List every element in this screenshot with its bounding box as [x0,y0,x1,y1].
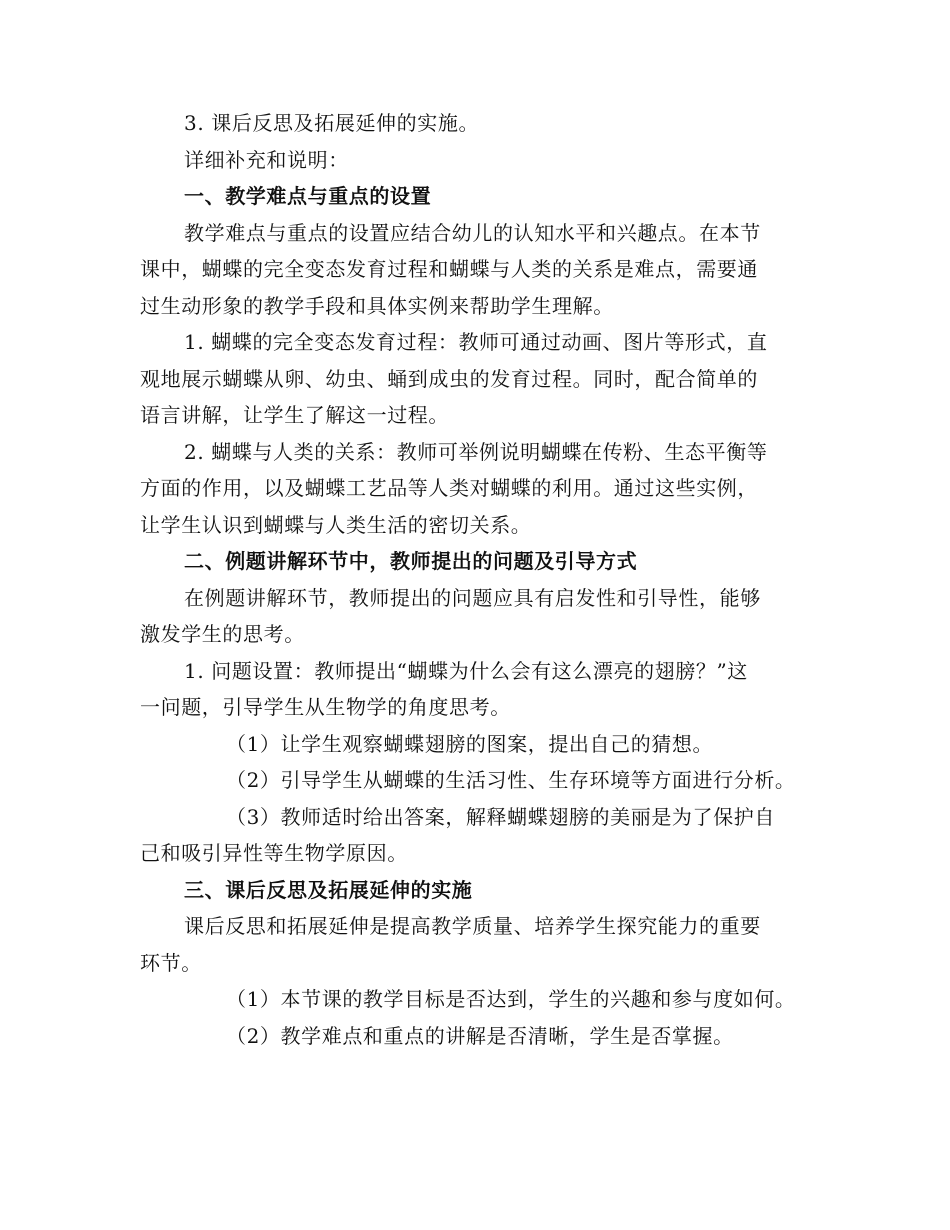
paragraph-line: 1. 蝴蝶的完全变态发育过程：教师可通过动画、图片等形式，直 [184,330,768,354]
paragraph-line: 一问题，引导学生从生物学的角度思考。 [140,695,511,719]
paragraph-line: 课后反思和拓展延伸是提高教学质量、培养学生探究能力的重要 [184,914,761,938]
paragraph-line: 环节。 [140,950,202,975]
paragraph-line: 方面的作用，以及蝴蝶工艺品等人类对蝴蝶的利用。通过这些实例， [140,476,758,500]
section-heading: 三、课后反思及拓展延伸的实施 [184,877,473,902]
paragraph-line: 在例题讲解环节，教师提出的问题应具有启发性和引导性，能够 [184,585,761,610]
paragraph-line: 教学难点与重点的设置应结合幼儿的认知水平和兴趣点。在本节 [184,220,761,245]
paragraph-line: 己和吸引异性等生物学原因。 [140,841,408,865]
paragraph-line: （1）让学生观察蝴蝶翅膀的图案，提出自己的猜想。 [226,731,714,756]
paragraph-line: 3. 课后反思及拓展延伸的实施。 [184,111,480,135]
document-page [140,105,810,1054]
paragraph-line: 过生动形象的教学手段和具体实例来帮助学生理解。 [140,293,614,318]
section-heading: 二、例题讲解环节中，教师提出的问题及引导方式 [184,549,638,573]
paragraph-line: 激发学生的思考。 [140,622,305,646]
paragraph-line: （2）教学难点和重点的讲解是否清晰，学生是否掌握。 [226,1023,734,1048]
paragraph-line: （3）教师适时给出答案，解释蝴蝶翅膀的美丽是为了保护自 [226,804,775,829]
paragraph-line: （1）本节课的教学目标是否达到，学生的兴趣和参与度如何。 [226,987,796,1011]
section-heading: 一、教学难点与重点的设置 [184,184,432,208]
paragraph-line: （2）引导学生从蝴蝶的生活习性、生存环境等方面进行分析。 [226,768,796,792]
paragraph-line: 课中，蝴蝶的完全变态发育过程和蝴蝶与人类的关系是难点，需要通 [140,257,758,281]
paragraph-line: 详细补充和说明： [184,147,349,172]
paragraph-line: 2. 蝴蝶与人类的关系：教师可举例说明蝴蝶在传粉、生态平衡等 [184,439,768,464]
paragraph-line: 观地展示蝴蝶从卵、幼虫、蛹到成虫的发育过程。同时，配合简单的 [140,366,758,391]
paragraph-line: 语言讲解，让学生了解这一过程。 [140,403,449,427]
paragraph-line: 1. 问题设置：教师提出“蝴蝶为什么会有这么漂亮的翅膀？”这 [184,658,748,683]
paragraph-line: 让学生认识到蝴蝶与人类生活的密切关系。 [140,512,532,537]
